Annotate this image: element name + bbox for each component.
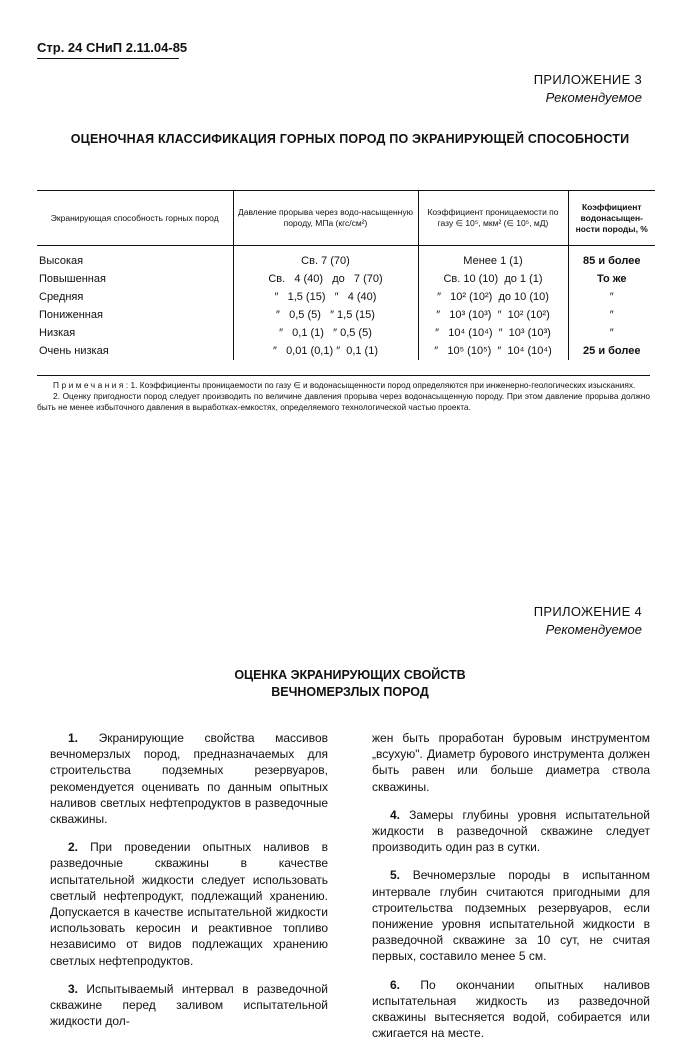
paragraph-5 xyxy=(372,867,650,964)
row-permeability: ″ 10⁵ (10⁵) ″ 10⁴ (10⁴) xyxy=(418,342,568,360)
row-name: Пониженная xyxy=(39,309,103,321)
paragraph-text: Замеры глубины уровня испытательной жидкости в разведочной скважине следует производить один раз в сутки. xyxy=(372,807,650,855)
row-saturation: 25 и более xyxy=(568,342,655,360)
right-column xyxy=(372,730,650,1053)
row-name: Средняя xyxy=(39,291,84,303)
row-saturation: ″ xyxy=(568,324,655,342)
row-permeability: Менее 1 (1) xyxy=(418,246,568,271)
row-pressure: ″ 0,1 (1) ″ 0,5 (5) xyxy=(233,324,418,342)
table-header-row xyxy=(37,191,655,246)
row-pressure: Св. 7 (70) xyxy=(233,246,418,271)
paragraph-6 xyxy=(372,977,650,1042)
paragraph-text: При проведении опытных наливов в разведочные скважины в качестве испытательной жидкости следует использовать светлый нефтепродукт, подлежащий хранению. Допускается в качестве испытательной жидкости использовать керосин и реактивное топливо независимо от видов подлежащих хранению светлых нефтепродуктов. xyxy=(50,840,328,968)
row-saturation: То же xyxy=(568,270,655,288)
appendix-3-subtitle: Рекомендуемое xyxy=(545,90,642,105)
header-gas-permeability: Коэффициент проницаемости по газу ∈ 10⁵, мкм² (∈ 10⁵, мД) xyxy=(418,191,568,246)
paragraph-number: 3. xyxy=(68,981,79,996)
paragraph-number: 4. xyxy=(390,807,401,822)
row-name: Высокая xyxy=(39,255,84,267)
paragraph-3-continued xyxy=(372,730,650,795)
paragraph-text: По окончании опытных наливов испытательная жидкость из разведочной скважины вытесняется водой, собирается или сжигается на месте. xyxy=(372,977,650,1041)
row-pressure: ″ 1,5 (15) ″ 4 (40) xyxy=(233,288,418,306)
paragraph-2 xyxy=(50,839,328,969)
row-saturation: ″ xyxy=(568,306,655,324)
permafrost-title-line-2: ВЕЧНОМЕРЗЛЫХ ПОРОД xyxy=(271,685,429,699)
table-row xyxy=(37,288,655,306)
row-permeability: ″ 10³ (10³) ″ 10² (10²) xyxy=(418,306,568,324)
appendix-4-title: ПРИЛОЖЕНИЕ 4 xyxy=(533,604,642,619)
paragraph-text: Испытываемый интервал в разведочной скважине перед заливом испытательной жидкости дол- xyxy=(50,981,328,1029)
table-row xyxy=(37,324,655,342)
classification-title: ОЦЕНОЧНАЯ КЛАССИФИКАЦИЯ ГОРНЫХ ПОРОД ПО ЭКРАНИРУЮЩЕЙ СПОСОБНОСТИ xyxy=(70,132,630,146)
header-breakthrough-pressure: Давление прорыва через водо-насыщенную породу, МПа (кгс/см²) xyxy=(233,191,418,246)
paragraph-4 xyxy=(372,807,650,856)
page-header: Стр. 24 СНиП 2.11.04-85 xyxy=(37,40,179,59)
appendix-3-title: ПРИЛОЖЕНИЕ 3 xyxy=(533,72,642,87)
table-row xyxy=(37,342,655,360)
paragraph-3 xyxy=(50,981,328,1030)
paragraph-number: 2. xyxy=(68,840,79,855)
note-1-text: : 1. Коэффициенты проницаемости по газу ∈ и водонасыщенности пород определяются при инженерно-геологических изысканиях. xyxy=(125,380,636,390)
note-1 xyxy=(37,380,650,391)
paragraph-text: Вечномерзлые породы в испытанном интервале глубин считаются пригодными для строительства подземных резервуаров, если понижение уровня испытательной жидкости в разведочной скважине за 10 сут, не считая первых, составило менее 5 см. xyxy=(372,868,650,964)
row-name: Повышенная xyxy=(39,273,106,285)
appendix-4-subtitle: Рекомендуемое xyxy=(545,622,642,637)
table-row xyxy=(37,306,655,324)
paragraph-number: 6. xyxy=(390,977,401,992)
header-screening-capacity: Экранирующая способность горных пород xyxy=(37,191,233,246)
row-name: Очень низкая xyxy=(39,345,109,357)
row-permeability: ″ 10⁴ (10⁴) ″ 10³ (10³) xyxy=(418,324,568,342)
table-row xyxy=(37,246,655,271)
paragraph-text: Экранирующие свойства массивов вечномерзлых пород, предназначаемых для строительства подземных резервуаров, рекомендуется оценивать по данным опытных наливов светлых нефтепродуктов в разведочные скважины. xyxy=(50,731,328,827)
row-pressure: ″ 0,5 (5) ″ 1,5 (15) xyxy=(233,306,418,324)
row-permeability: ″ 10² (10²) до 10 (10) xyxy=(418,288,568,306)
notes-label: Примечания xyxy=(53,380,126,390)
paragraph-1 xyxy=(50,730,328,827)
header-water-saturation: Коэффициент водонасыщен-ности породы, % xyxy=(568,191,655,246)
paragraph-number: 5. xyxy=(390,868,401,883)
row-saturation: ″ xyxy=(568,288,655,306)
row-saturation: 85 и более xyxy=(568,246,655,271)
row-permeability: Св. 10 (10) до 1 (1) xyxy=(418,270,568,288)
note-2: 2. Оценку пригодности пород следует производить по величине давления прорыва через водонасыщенную породу. При этом давление прорыва должно быть не менее избыточного давления в выработках-емкостях, определяемого технологической частью проекта. xyxy=(37,391,650,412)
appendix-3-block xyxy=(534,72,642,105)
row-pressure: ″ 0,01 (0,1) ″ 0,1 (1) xyxy=(233,342,418,360)
appendix-4-block xyxy=(534,604,642,637)
table-row xyxy=(37,270,655,288)
paragraph-text: жен быть проработан буровым инструментом „всухую". Диаметр бурового инструмента должен быть равен или больше диаметра ствола скважины. xyxy=(372,731,650,794)
permafrost-title xyxy=(0,667,700,701)
row-pressure: Св. 4 (40) до 7 (70) xyxy=(233,270,418,288)
classification-table xyxy=(37,190,655,360)
paragraph-number: 1. xyxy=(68,731,79,745)
left-column xyxy=(50,730,328,1041)
row-name: Низкая xyxy=(39,327,76,339)
table-notes xyxy=(37,375,650,413)
permafrost-title-line-1: ОЦЕНКА ЭКРАНИРУЮЩИХ СВОЙСТВ xyxy=(234,668,466,682)
